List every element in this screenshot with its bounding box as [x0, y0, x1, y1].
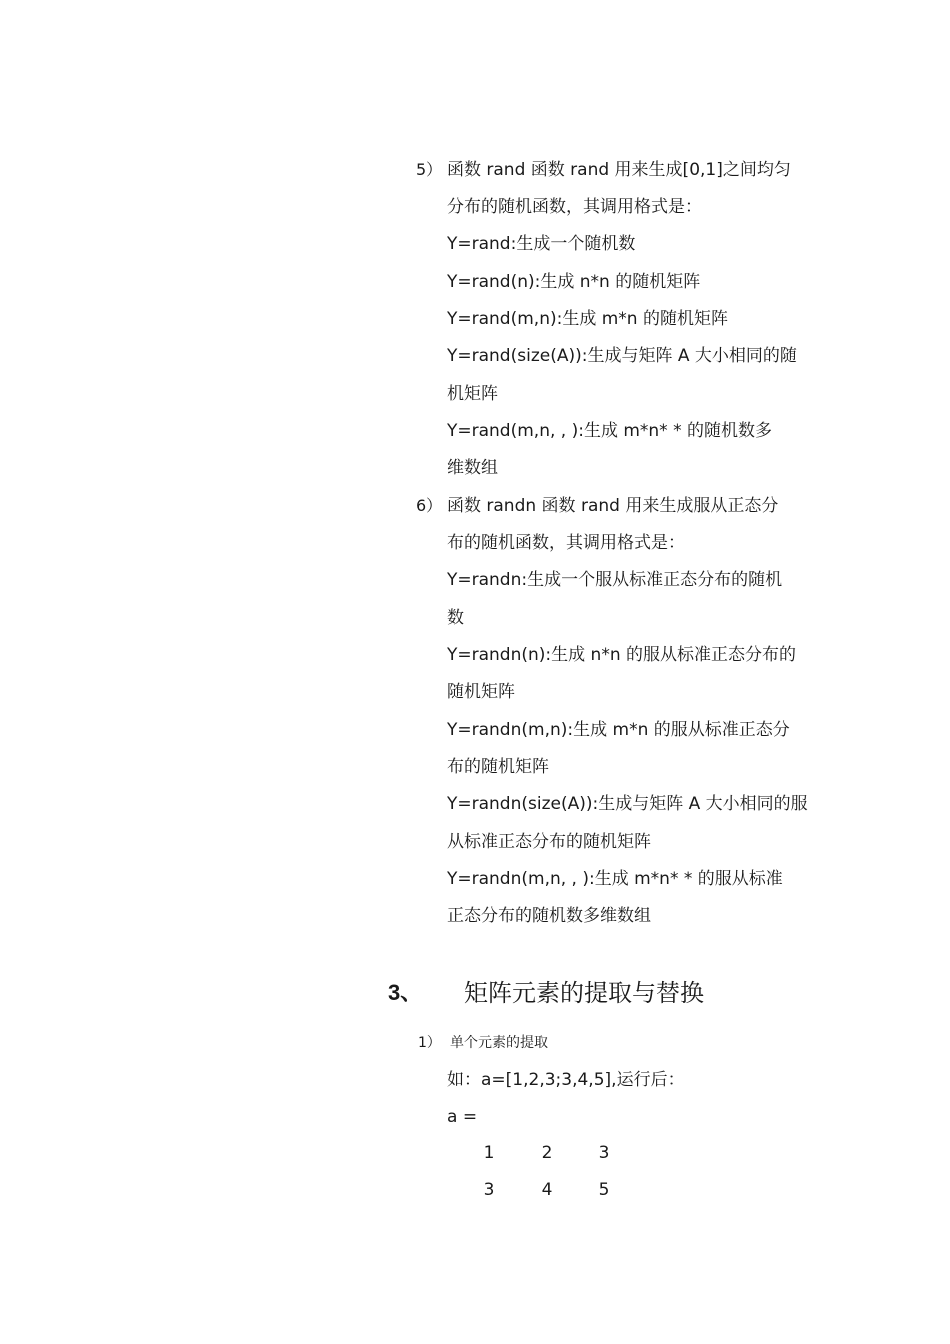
section6-line-7: Y=randn(m,n):生成 m*n 的服从标准正态分: [447, 720, 790, 740]
section5-line-5: Y=rand(m,n):生成 m*n 的随机矩阵: [447, 309, 728, 329]
section6-line-4: 数: [447, 608, 464, 628]
section6-line-8: 布的随机矩阵: [447, 757, 549, 777]
section6-line-6: 随机矩阵: [447, 682, 515, 702]
section5-line-9: 维数组: [447, 458, 498, 478]
section5-line-6: Y=rand(size(A)):生成与矩阵 A 大小相同的随: [447, 346, 797, 366]
section5-line-2: 分布的随机函数，其调用格式是：: [447, 197, 702, 217]
list-number-6: 6）: [416, 496, 443, 515]
sublist-number-1: 1）: [418, 1035, 441, 1051]
section6-line-9: Y=randn(size(A)):生成与矩阵 A 大小相同的服: [447, 794, 808, 814]
section6-line-5: Y=randn(n):生成 n*n 的服从标准正态分布的: [447, 645, 796, 665]
section6-line-2: 布的随机函数，其调用格式是：: [447, 533, 685, 553]
section6-line-10: 从标准正态分布的随机矩阵: [447, 832, 651, 852]
matrix-cell: 4: [541, 1180, 553, 1200]
matrix-cell: 3: [483, 1180, 495, 1200]
section6-line-11: Y=randn(m,n, , ):生成 m*n* * 的服从标准: [447, 869, 783, 889]
section5-line-8: Y=rand(m,n, , ):生成 m*n* * 的随机数多: [447, 421, 772, 441]
matrix-cell: 2: [541, 1143, 553, 1163]
result-label: a =: [447, 1107, 478, 1127]
matrix-cell: 3: [598, 1143, 610, 1163]
list-number-5: 5）: [416, 160, 443, 179]
example-text: 如：a=[1,2,3;3,4,5],运行后：: [447, 1070, 685, 1090]
section6-line-12: 正态分布的随机数多维数组: [447, 906, 651, 926]
section6-line-1: 函数 randn 函数 rand 用来生成服从正态分: [447, 496, 779, 516]
matrix-cell: 1: [483, 1143, 495, 1163]
sublist-title: 单个元素的提取: [450, 1035, 548, 1051]
section6-line-3: Y=randn:生成一个服从标准正态分布的随机: [447, 570, 783, 590]
section5-line-1: 函数 rand 函数 rand 用来生成[0,1]之间均匀: [447, 160, 791, 180]
section5-line-3: Y=rand:生成一个随机数: [447, 234, 636, 254]
section5-line-4: Y=rand(n):生成 n*n 的随机矩阵: [447, 272, 701, 292]
section-heading-number: 3、: [388, 980, 423, 1005]
matrix-cell: 5: [598, 1180, 610, 1200]
section5-line-7: 机矩阵: [447, 384, 498, 404]
section-heading-title: 矩阵元素的提取与替换: [464, 979, 704, 1007]
